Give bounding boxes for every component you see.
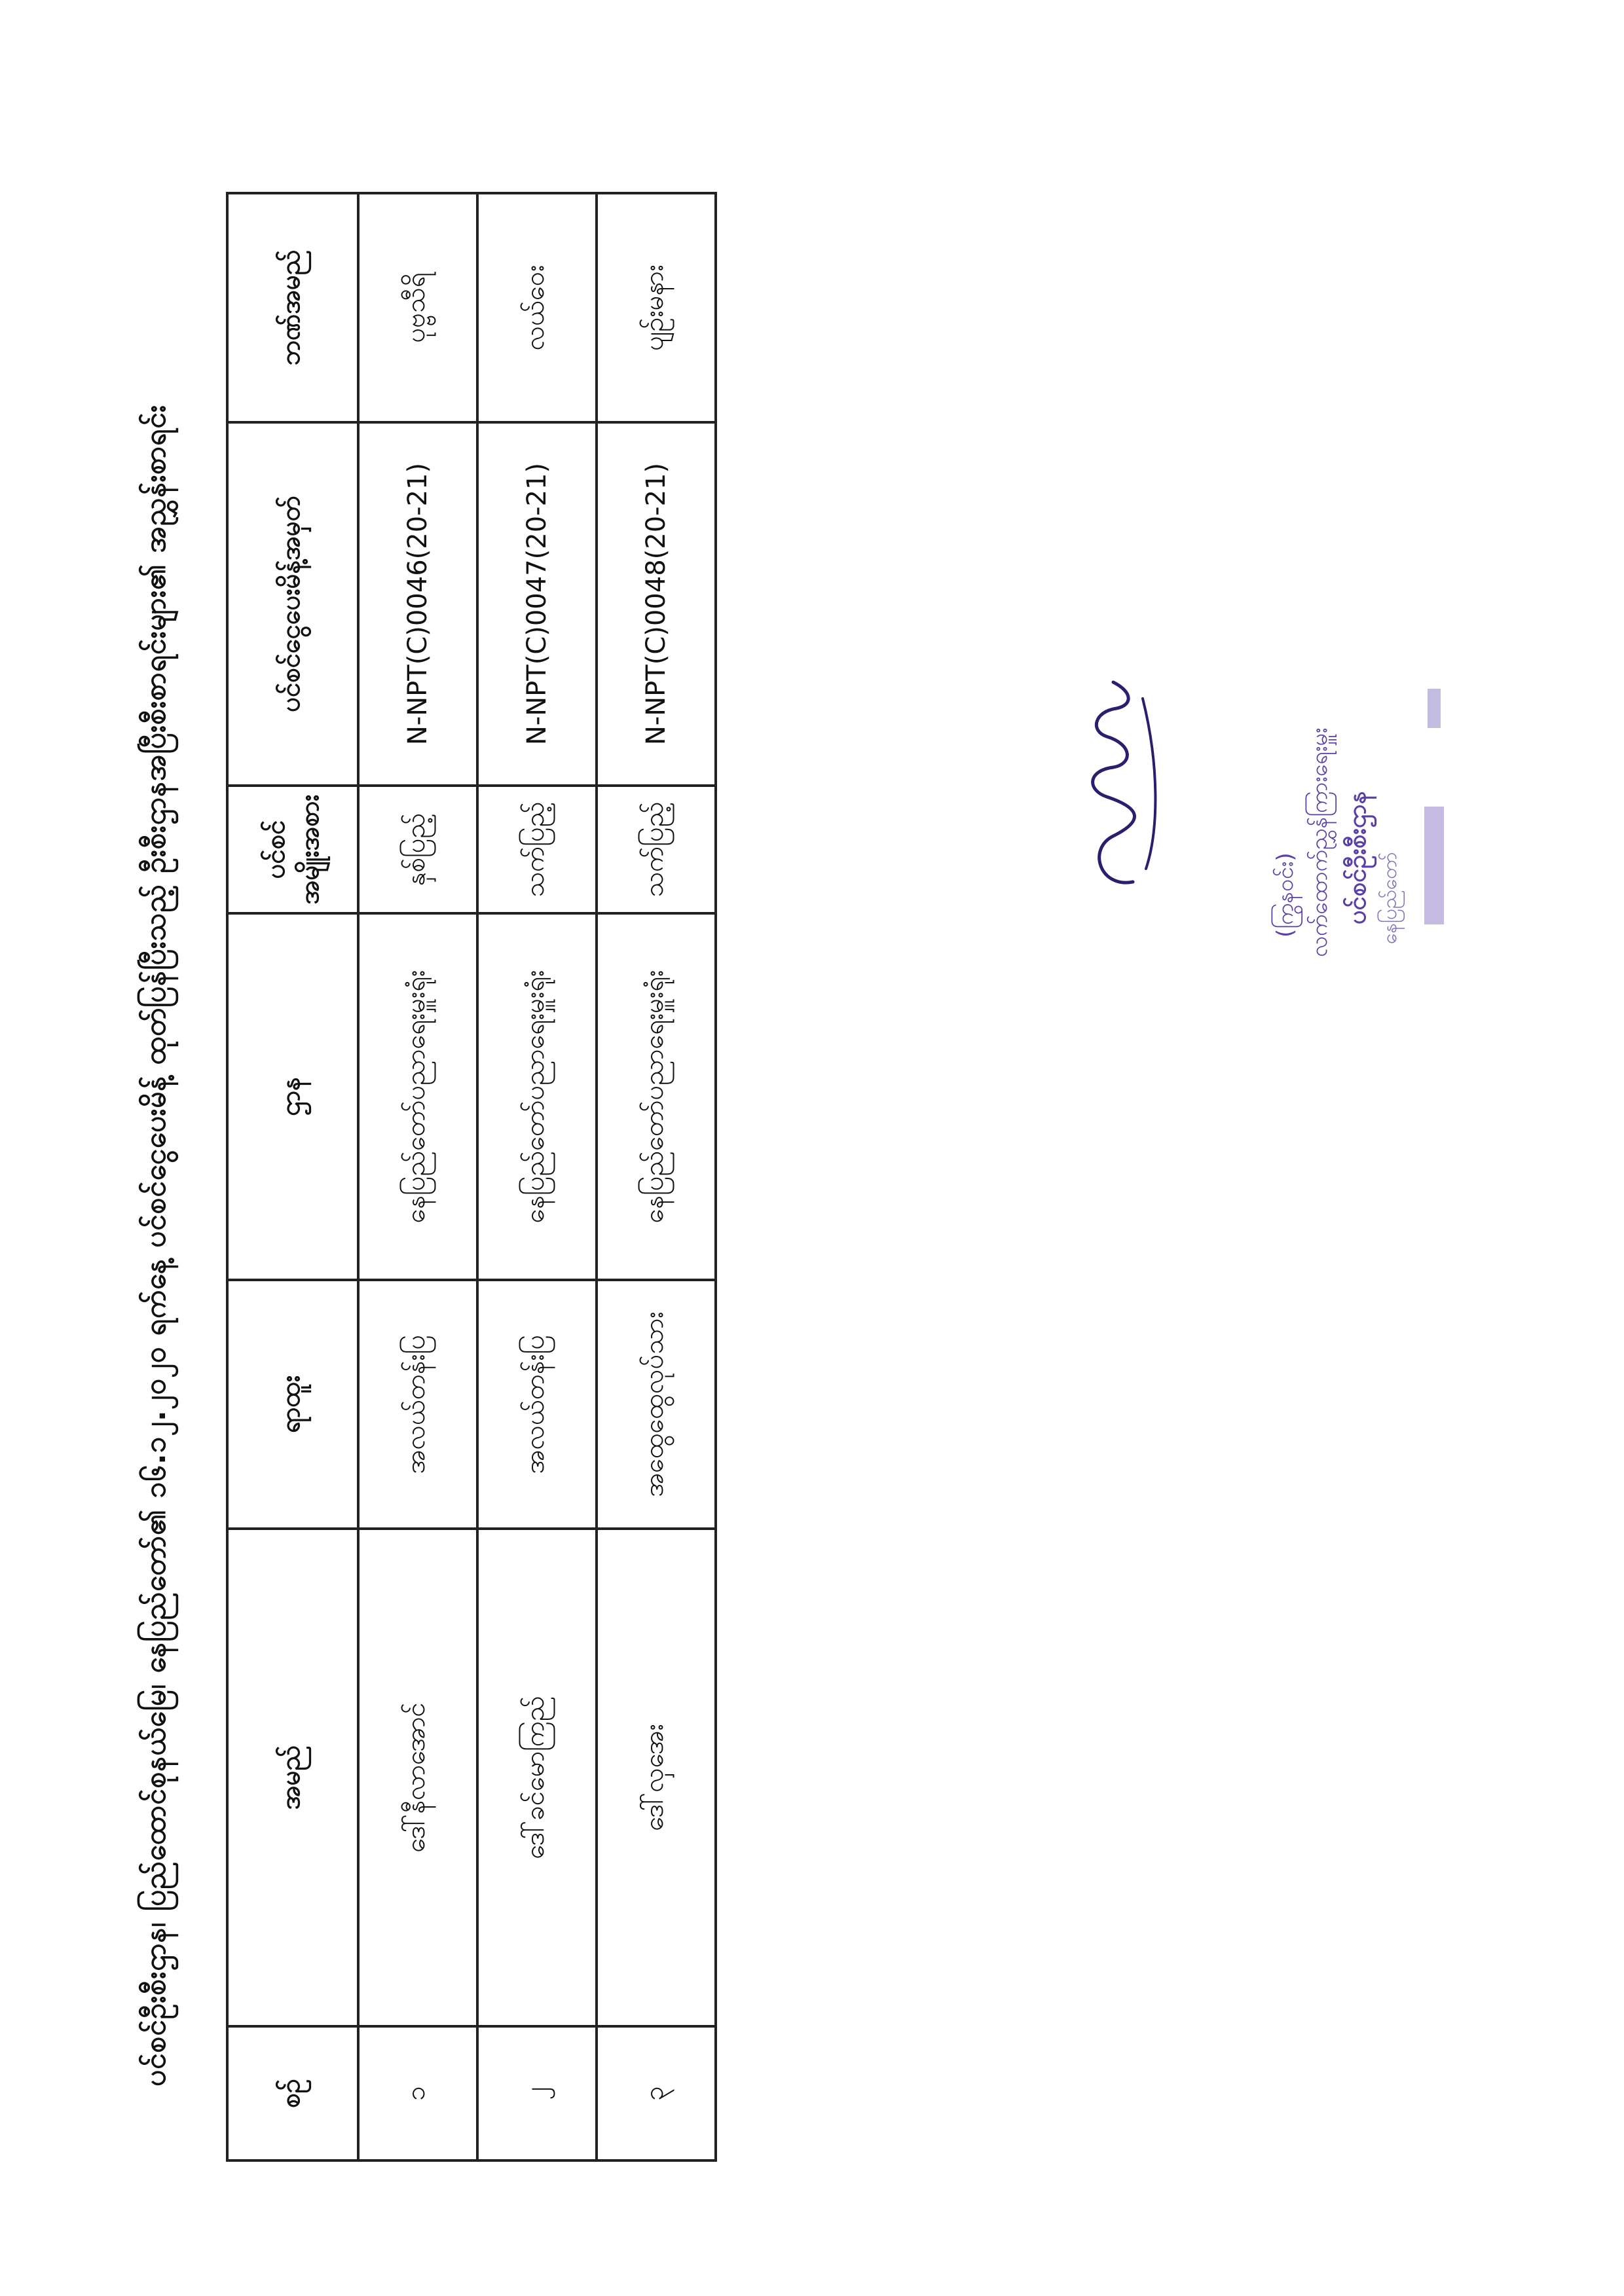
cell-department: နေပြည်တော်ပညာရေးမှူးရုံး (597, 913, 716, 1280)
header-department: ဌာန (227, 913, 358, 1280)
cell-no: ၁ (358, 2026, 477, 2160)
pension-records-table (226, 192, 717, 2162)
cell-pension-type: သက်ပြည့် (597, 786, 716, 913)
table-header-row (227, 193, 358, 2160)
official-stamp (1159, 505, 1526, 964)
cell-rank: အလယ်တန်းပြ (358, 1280, 477, 1529)
header-pension-type-line2: အမျိုးအစား (295, 794, 325, 905)
cell-order-no: N-NPT(C)0048(20-21) (597, 422, 716, 786)
table-row (477, 193, 597, 2160)
cell-town: ပျဉ်းမနား (597, 193, 716, 422)
cell-town: လယ်ဝေး (477, 193, 597, 422)
handwritten-signature (1035, 659, 1179, 908)
stamp-name: (ကြွနဝင်း) (1272, 852, 1299, 938)
cell-order-no: N-NPT(C)0047(20-21) (477, 422, 597, 786)
cell-no: ၂ (477, 2026, 597, 2160)
stamp-smudge (1414, 584, 1454, 924)
cell-rank: အထွေထွေလုပ်သား (597, 1280, 716, 1529)
header-pension-type (227, 786, 358, 913)
table-row (358, 193, 477, 2160)
cell-rank: အလယ်တန်းပြ (477, 1280, 597, 1529)
cell-pension-type: သက်ပြည့် (477, 786, 597, 913)
header-rank: ရာထူး (227, 1280, 358, 1529)
cell-name: ဒေါ်ခင်မောကြည် (477, 1529, 597, 2026)
cell-name: ဒေါ်လှအေး (597, 1529, 716, 2026)
header-town: ဘဏ်အမည် (227, 193, 358, 422)
cell-order-no: N-NPT(C)0046(20-21) (358, 422, 477, 786)
stamp-title: လက်ထောက်ညွှန်ကြားရေးမှူး (1306, 727, 1333, 957)
header-name: အမည် (227, 1529, 358, 2026)
stamp-location: နေပြည်တော် (1378, 852, 1401, 944)
cell-department: နေပြည်တော်ပညာရေးမှူးရုံး (477, 913, 597, 1280)
cell-no: ၃ (597, 2026, 716, 2160)
header-no: စဉ် (227, 2026, 358, 2160)
header-pension-type-line1: ပင်စင် (261, 820, 291, 879)
stamp-department: ပင်စင်ဦးစီးဌာန (1342, 791, 1371, 924)
cell-department: နေပြည်တော်ပညာရေးမှူးရုံး (358, 913, 477, 1280)
document-heading: ပင်စင်ဦးစီးဌာန၊ ပြည်ထောင်စုနယ်မြေ၊ နေပြည်တော်၏ ၁၆.၁၂.၂၀၂၀ ရက်နေ့ ပင်စင်ငွေပေးမိန့် ထုတ်ပြန်ပြီးသည့် ဦးစီးဌာနအပြီးစီးစာရင်းများ၏ အညွှန်းစာရင်း (139, 405, 172, 2086)
header-order-no: ပင်စင်ငွေပေးမိန့်အမှတ် (227, 422, 358, 786)
cell-pension-type: နှစ်ပြည့် (358, 786, 477, 913)
table-row (597, 193, 716, 2160)
cell-town: ပုဗ္ဗသီရိ (358, 193, 477, 422)
cell-name: ဒေါ်နီလာအောင် (358, 1529, 477, 2026)
